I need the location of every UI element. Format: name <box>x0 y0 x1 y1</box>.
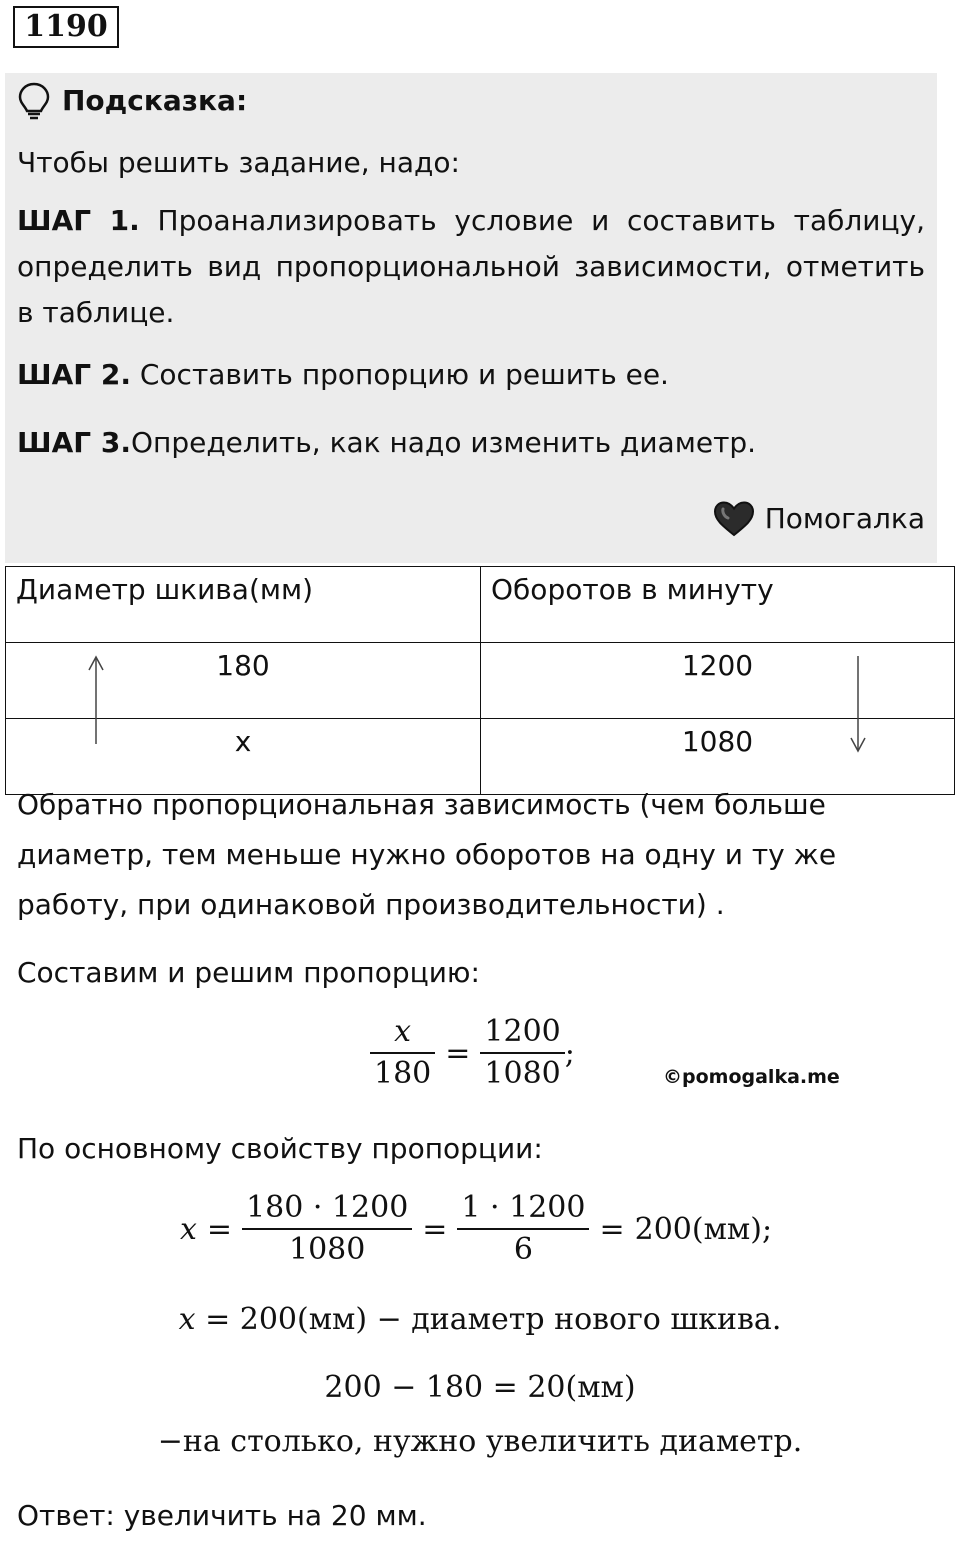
cell-diameter-2: x <box>6 719 481 795</box>
explanation-text: Обратно пропорциональная зависимость (чем больше диаметр, тем меньше нужно оборотов на одну и ту же работу, при одинаковой производительности) . <box>17 788 837 921</box>
numerator: 180 · 1200 <box>246 1190 409 1225</box>
brand <box>713 496 925 542</box>
denominator: 6 <box>513 1232 533 1267</box>
denominator: 1080 <box>484 1056 561 1091</box>
step-label: ШАГ 1. <box>17 204 140 237</box>
hint-step-3 <box>17 420 925 466</box>
equals-sign: = <box>445 1035 471 1071</box>
lightbulb-icon <box>18 82 50 122</box>
cell-rpm-1: 1200 <box>481 643 955 719</box>
step-text: Определить, как надо изменить диаметр. <box>130 426 757 459</box>
header-rpm: Оборотов в минуту <box>481 567 955 643</box>
header-diameter: Диаметр шкива(мм) <box>6 567 481 643</box>
numerator: 1200 <box>484 1014 561 1049</box>
equation-proportion <box>370 1012 575 1094</box>
watermark: ©pomogalka.me <box>663 1066 840 1088</box>
task-number: 1190 <box>13 6 119 48</box>
answer: Ответ: увеличить на 20 мм. <box>17 1499 427 1532</box>
result: 200(мм); <box>634 1211 773 1247</box>
fraction <box>457 1188 589 1270</box>
data-table <box>5 566 955 795</box>
step-text: Проанализировать условие и составить таблицу, определить вид пропорциональной зависимости, отметить в таблице. <box>17 204 926 329</box>
arrow-up-icon <box>87 654 105 746</box>
hint-step-1 <box>17 198 925 336</box>
hint-title: Подсказка: <box>62 84 248 117</box>
step-label: ШАГ 3. <box>17 426 131 459</box>
denominator: 1080 <box>288 1232 366 1267</box>
step-label: ШАГ 2. <box>17 358 131 391</box>
semicolon: ; <box>564 1035 575 1071</box>
hint-intro: Чтобы решить задание, надо: <box>17 146 460 179</box>
hint-step-2 <box>17 352 925 398</box>
numerator: 1 · 1200 <box>461 1190 586 1225</box>
variable-x: x <box>178 1302 196 1337</box>
variable-x: x <box>180 1211 197 1247</box>
numerator: x <box>394 1014 412 1049</box>
fraction <box>242 1188 412 1270</box>
proportion-intro: Составим и решим пропорцию: <box>17 956 480 989</box>
fraction <box>370 1012 435 1094</box>
equals-sign: = <box>422 1211 448 1247</box>
step-text: Составить пропорцию и решить ее. <box>130 358 669 391</box>
property-intro: По основному свойству пропорции: <box>17 1132 543 1165</box>
equals-sign: = <box>599 1211 625 1247</box>
equation-solve <box>180 1188 772 1270</box>
equals-sign: = <box>206 1211 233 1247</box>
table-row <box>6 643 955 719</box>
heart-icon <box>713 501 755 537</box>
result-text: = 200(мм) − диаметр нового шкива. <box>195 1302 782 1337</box>
equation-difference: 200 − 180 = 20(мм) <box>324 1370 636 1405</box>
brand-name: Помогалка <box>764 502 925 535</box>
equation-result-line <box>0 1302 960 1337</box>
difference-comment: −на столько, нужно увеличить диаметр. <box>157 1424 803 1459</box>
fraction <box>480 1012 564 1094</box>
cell-rpm-2: 1080 <box>481 719 955 795</box>
table-header-row <box>6 567 955 643</box>
denominator: 180 <box>374 1056 432 1091</box>
cell-diameter-1: 180 <box>6 643 481 719</box>
arrow-down-icon <box>849 656 867 754</box>
